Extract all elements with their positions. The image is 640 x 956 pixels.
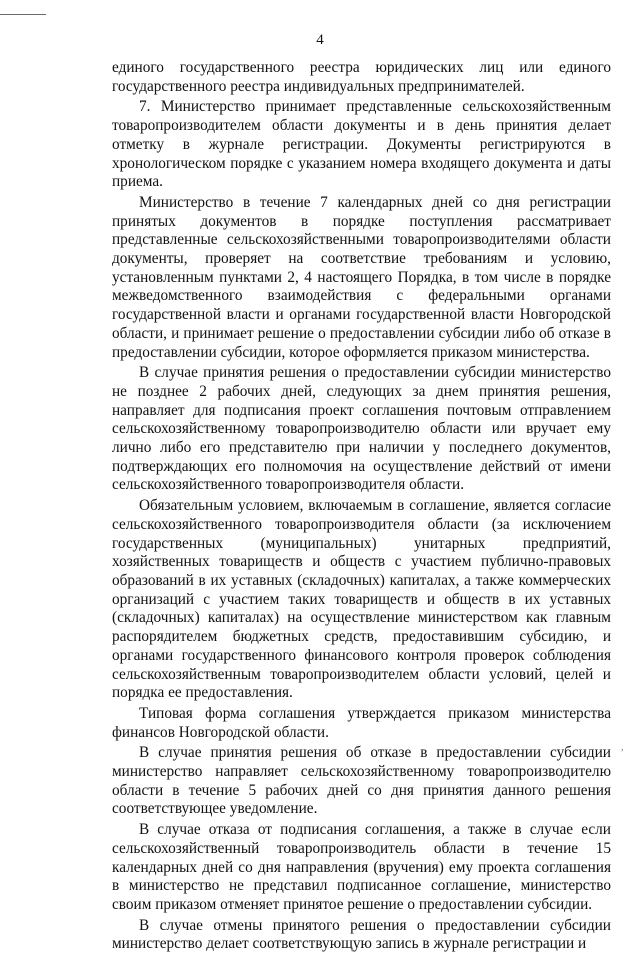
paragraph-refusal-case: В случае принятия решения об отказе в предоставлении субсидии министерство направляет сельскохозяйственному товаропроизводителю области в течение 5 рабочих дней со дня принятия данного решения соответствующее уведомление. xyxy=(112,744,611,818)
paragraph-approval-case: В случае принятия решения о предоставлении субсидии министерство не позднее 2 рабочих дней, следующих за днем принятия решения, направляет для подписания проект соглашения почтовым отправлением сельскохозяйственному товаропроизводителю области или вручает ему лично либо его представителю при наличии у последнего документов, подтверждающих его полномочия на осуществление действий от имени сельскохозяйственного товаропроизводителя области. xyxy=(112,364,611,494)
document-body xyxy=(112,59,611,956)
margin-mark: , xyxy=(621,742,624,753)
top-edge-rule xyxy=(0,14,46,15)
paragraph-standard-form: Типовая форма соглашения утверждается приказом министерства финансов Новгородской области. xyxy=(112,704,611,741)
paragraph-cancellation: В случае отмены принятого решения о предоставлении субсидии министерство делает соответствующую запись в журнале регистрации и xyxy=(112,916,611,953)
paragraph-continuation: единого государственного реестра юридических лиц или единого государственного реестра индивидуальных предпринимателей. xyxy=(112,59,611,95)
page-number: 4 xyxy=(316,32,324,48)
paragraph-mandatory-condition: Обязательным условием, включаемым в соглашение, является согласие сельскохозяйственного товаропроизводителя области (за исключением государственных (муниципальных) унитарных предприятий, хозяйственных товариществ и обществ с участием публично-правовых образований в их уставных (складочных) капиталах, а также коммерческих организаций с участием таких товариществ и обществ в их уставных (складочных) капиталах) на осуществление министерством как главным распорядителем бюджетных средств, предоставившим субсидию, и органами государственного финансового контроля проверок соблюдения сельскохозяйственным товаропроизводителем области условий, целей и порядка ее предоставления. xyxy=(112,497,611,702)
paragraph-item-7: 7. Министерство принимает представленные сельскохозяйственным товаропроизводителем области документы и в день принятия делает отметку в журнале регистрации. Документы регистрируются в хронологическом порядке с указанием номера входящего документа и даты приема. xyxy=(112,98,611,191)
paragraph-signing-refusal: В случае отказа от подписания соглашения, а также в случае если сельскохозяйственный товаропроизводитель области в течение 15 календарных дней со дня направления (вручения) ему проекта соглашения в министерство не представил подписанное соглашение, министерство своим приказом отменяет принятое решение о предоставлении субсидии. xyxy=(112,821,611,913)
paragraph-review-period: Министерство в течение 7 календарных дней со дня регистрации принятых документов в порядке поступления рассматривает представленные сельскохозяйственными товаропроизводителями области документы, проверяет на соответствие требованиям и условию, установленным пунктами 2, 4 настоящего Порядка, в том числе в порядке межведомственного взаимодействия с федеральными органами государственной власти и органами государственной власти Новгородской области, и принимает решение о предоставлении субсидии либо об отказе в предоставлении субсидии, которое оформляется приказом министерства. xyxy=(112,193,611,361)
